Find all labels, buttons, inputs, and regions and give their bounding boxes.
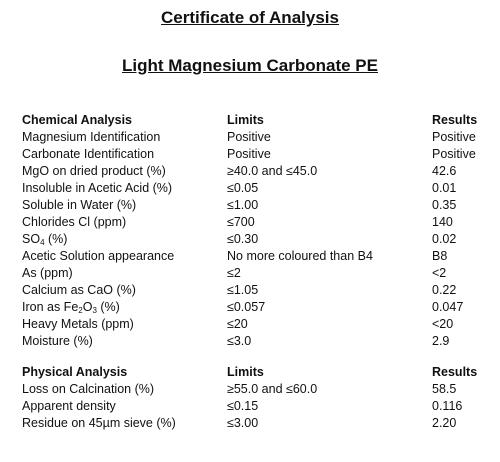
results-heading: Results [432,365,478,379]
table-row [22,146,480,163]
limit-value: No more coloured than B4 [227,249,373,263]
result-value: 58.5 [432,382,457,396]
table-row [22,163,480,180]
parameter-name: Chlorides Cl (ppm) [22,215,127,229]
table-row [22,316,480,333]
chemical-analysis-rows [22,129,480,350]
table-row [22,282,480,299]
result-value: 2.9 [432,334,450,348]
limits-heading: Limits [227,365,264,379]
physical-analysis-table [22,364,480,432]
limit-value: ≤1.05 [227,283,259,297]
limit-value: ≤0.057 [227,300,266,314]
limit-value: Positive [227,147,271,161]
result-value: B8 [432,249,448,263]
result-value: 2.20 [432,416,457,430]
limit-value: ≤1.00 [227,198,259,212]
table-row [22,248,480,265]
result-value: <20 [432,317,454,331]
parameter-name: Loss on Calcination (%) [22,382,155,396]
result-value: 0.116 [432,399,463,413]
parameter-name: $SO_4$ (%) [22,232,68,247]
parameter-name: Carbonate Identification [22,147,155,161]
limits-heading: Limits [227,113,264,127]
table-row [22,214,480,231]
chemical-analysis-header [22,112,480,129]
parameter-name: Moisture (%) [22,334,93,348]
result-value: Positive [432,147,476,161]
limit-value: Positive [227,130,271,144]
physical-analysis-rows [22,381,480,432]
result-value: 0.047 [432,300,464,314]
table-row [22,299,480,316]
table-row [22,333,480,350]
table-row [22,129,480,146]
result-value: 0.01 [432,181,457,195]
table-row [22,415,480,432]
parameter-name: As (ppm) [22,266,73,280]
parameter-name: Insoluble in Acetic Acid (%) [22,181,173,195]
parameter-name: Soluble in Water (%) [22,198,137,212]
parameter-name: Iron as $Fe_2O_3$ (%) [22,300,120,315]
result-value: 0.35 [432,198,457,212]
result-value: 140 [432,215,453,229]
limit-value: ≤0.05 [227,181,259,195]
result-value: 42.6 [432,164,457,178]
parameter-name: Acetic Solution appearance [22,249,175,263]
product-title: Light Magnesium Carbonate PE [122,56,378,75]
table-row [22,265,480,282]
chemical-analysis-heading: Chemical Analysis [22,113,133,127]
limit-value: ≤20 [227,317,248,331]
table-row [22,231,480,248]
table-row [22,197,480,214]
physical-analysis-header [22,364,480,381]
limit-value: ≥40.0 and ≤45.0 [227,164,318,178]
limit-value: ≤0.30 [227,232,259,246]
limit-value: ≤0.15 [227,399,259,413]
table-row [22,180,480,197]
limit-value: ≤2 [227,266,241,280]
limit-value: ≤3.00 [227,416,259,430]
table-row [22,381,480,398]
limit-value: ≥55.0 and ≤60.0 [227,382,318,396]
physical-analysis-heading: Physical Analysis [22,365,128,379]
parameter-name: MgO on dried product (%) [22,164,166,178]
parameter-name: Apparent density [22,399,116,413]
parameter-name: Magnesium Identification [22,130,161,144]
certificate-title: Certificate of Analysis [161,8,339,27]
result-value: 0.22 [432,283,457,297]
result-value: 0.02 [432,232,457,246]
parameter-name: Calcium as CaO (%) [22,283,136,297]
limit-value: ≤700 [227,215,255,229]
chemical-analysis-table [22,112,480,350]
results-heading: Results [432,113,478,127]
limit-value: ≤3.0 [227,334,252,348]
result-value: <2 [432,266,447,280]
table-row [22,398,480,415]
result-value: Positive [432,130,476,144]
parameter-name: Residue on 45µm sieve (%) [22,416,176,430]
parameter-name: Heavy Metals (ppm) [22,317,134,331]
